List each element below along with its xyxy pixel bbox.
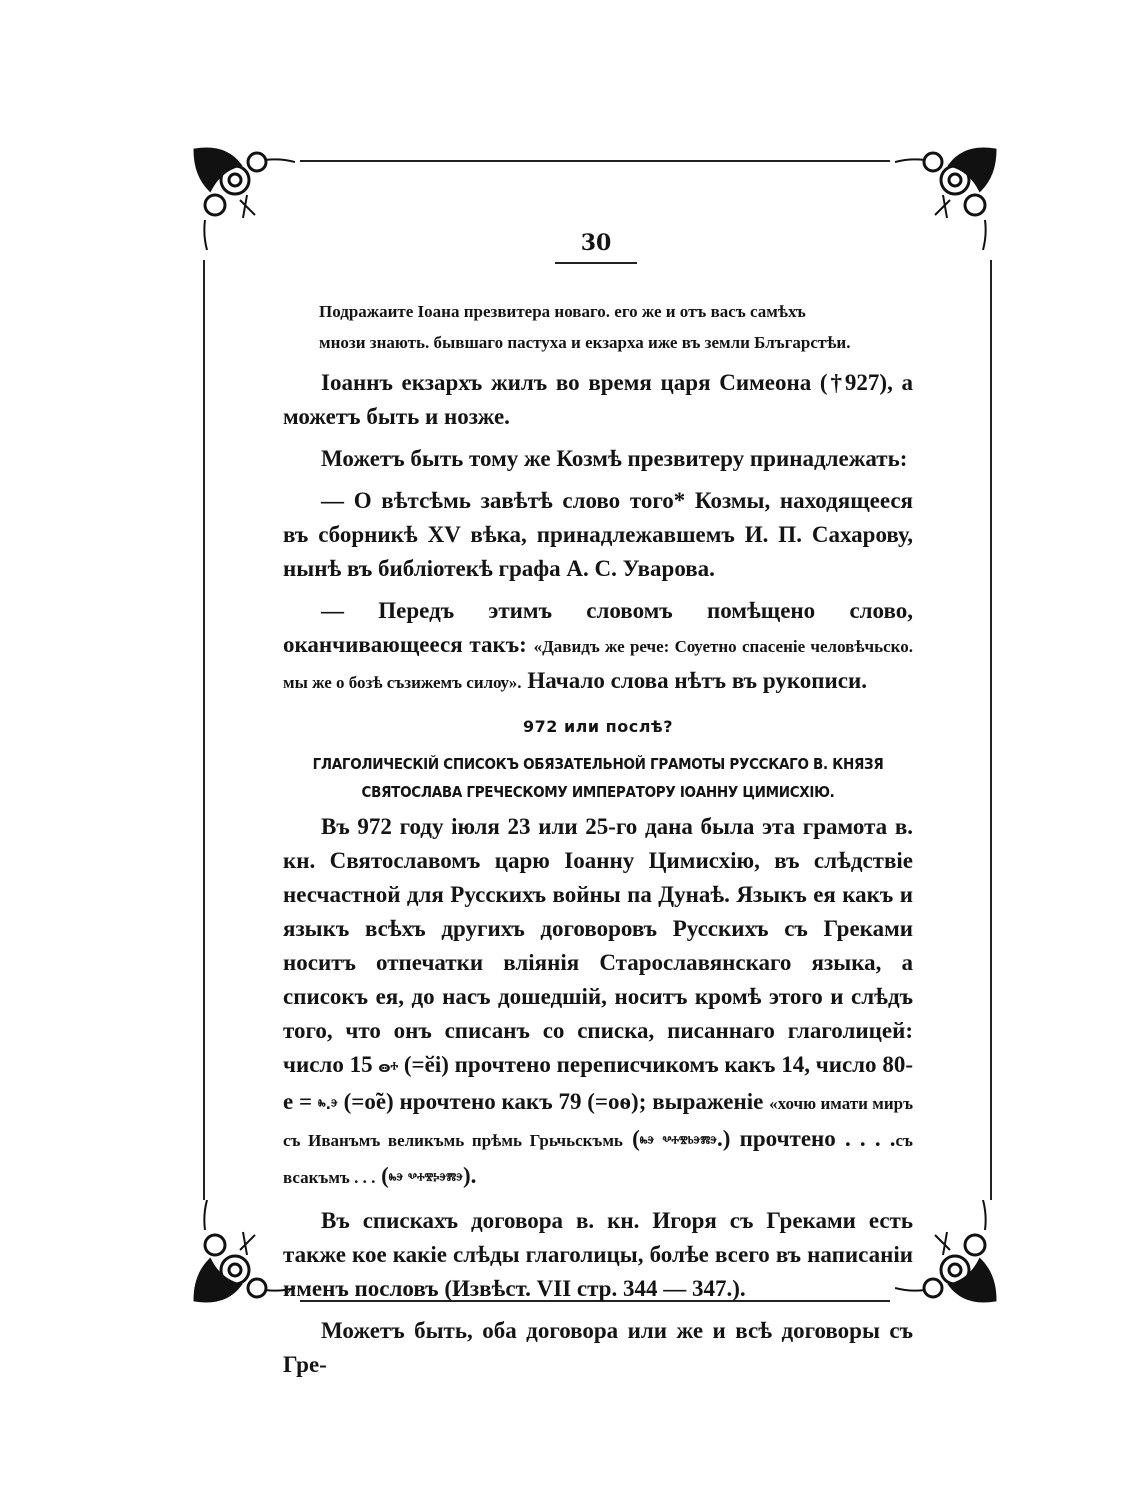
paragraph-5-text-g: ). [462,1163,477,1188]
paragraph-2: Можетъ быть тому же Козмѣ презвитеру принадлежать: [321,446,908,471]
corner-ornament-bottom-left-icon [185,1200,295,1310]
quote-line-2: мнози знають. бывшаго пастухa и екзарха иже въ земли Блъгарстѣи. [319,333,851,352]
frame-right-rule [990,260,992,1200]
corner-ornament-top-right-icon [895,140,1005,250]
paragraph-5-text-c: (=о̃е) нрочтено какъ 79 (=оѳ); выраженіе [337,1089,770,1114]
paragraph-5-text-f: ( [375,1163,389,1188]
paragraph-1: Іоаннъ екзархъ жилъ во время царя Симеона (†927), а можетъ быть и нозже. [283,370,913,429]
paragraph-5-text-e: .) прочтено . . . . [717,1126,896,1151]
paragraph-5-quote: «хочю имати миръ съ Иванъмъ великъмь прѣмь Грьчьскъмь [283,1094,913,1150]
paragraph-7: Можетъ быть, оба договора или же и всѣ договоры съ Гре- [283,1318,913,1377]
glagolitic-number-80: ⰸ.ⰵ [317,1097,338,1113]
page-body [283,296,913,1390]
section-subtitle: ГЛАГОЛИЧЕСКІЙ СПИСОКЪ ОБЯЗАТЕЛЬНОЙ ГРАМОТЫ РУССКАГО В. КНЯЗЯ СВЯТОСЛАВА ГРЕЧЕСКОМУ ИМПЕРАТОРУ ІОАННУ ЦИМИСХІЮ. [312,755,884,801]
paragraph-5-text-d: ( [622,1126,640,1151]
paragraph-5-text-b: (=ӗі) прочтено переписчикомъ какъ 14, число 80-е = [283,1052,913,1114]
paragraph-5-text-a: Въ 972 году іюля 23 или 25-го дана была эта грамота в. кн. Святославомъ царю Іоанну Цимисхію, въ слѣдствіе несчастной для Русскихъ войны па Дунаѣ. Языкъ ея какъ и языкъ всѣхъ другихъ договоровъ Русскихъ съ Греками носитъ отпечатки вліянія Старославянскаго языка, а списокъ ея, до насъ дошедшій, носитъ кромѣ этого и слѣдъ того, что онъ списанъ со списка, писаннаго глаголицей: число 15 [283,814,913,1077]
quote-block [283,296,913,358]
page-number-underline [555,262,637,264]
paragraph-4-start: — Передъ этимъ словомъ помѣщено слово, оканчивающееся такъ: [283,598,913,657]
corner-ornament-top-left-icon [185,140,295,250]
frame-left-rule [203,260,205,1200]
glagolitic-phrase-b: ⰸⰵ ⰲⰰⰺⰽⰵⰿⰵ [388,1171,463,1187]
paragraph-4-end: Начало слова нѣтъ въ рукописи. [521,668,867,693]
glagolitic-number-15: ꙫⰰ [378,1060,399,1076]
paragraph-5 [283,810,913,1196]
page-number: 30 [580,230,612,256]
glagolitic-phrase-a: ⰸⰵ ⰲⰰⰺⱃⰵⰿⰵ [639,1134,718,1150]
paragraph-3: — О вѣтсѣмь завѣтѣ слово того* Козмы, находящееся въ сборникѣ XV вѣка, принадлежавшемъ И. П. Сахарову, нынѣ въ библіотекѣ графа А. С. Уварова. [283,488,913,581]
quote-line-1: Подражаите Іоана презвитера новаго. его же и отъ васъ самѣхъ [319,302,806,321]
frame-top-rule [300,160,890,162]
paragraph-4 [283,594,913,700]
section-title: 972 или послѣ? [523,717,673,736]
paragraph-6: Въ спискахъ договора в. кн. Игоря съ Греками есть также кое какіе слѣды глаголицы, болѣе всего въ написаніи именъ пословъ (Извѣст. VII стр. 344 — 347.). [283,1208,913,1301]
paragraph-4-quote: «Давидъ же рече: Сѹетно спасеніе человѣчьско. мы же о бозѣ съзижемъ силѹ». [283,637,913,692]
paragraph-5-quote-2: съ всакъмъ . . . [283,1131,913,1187]
